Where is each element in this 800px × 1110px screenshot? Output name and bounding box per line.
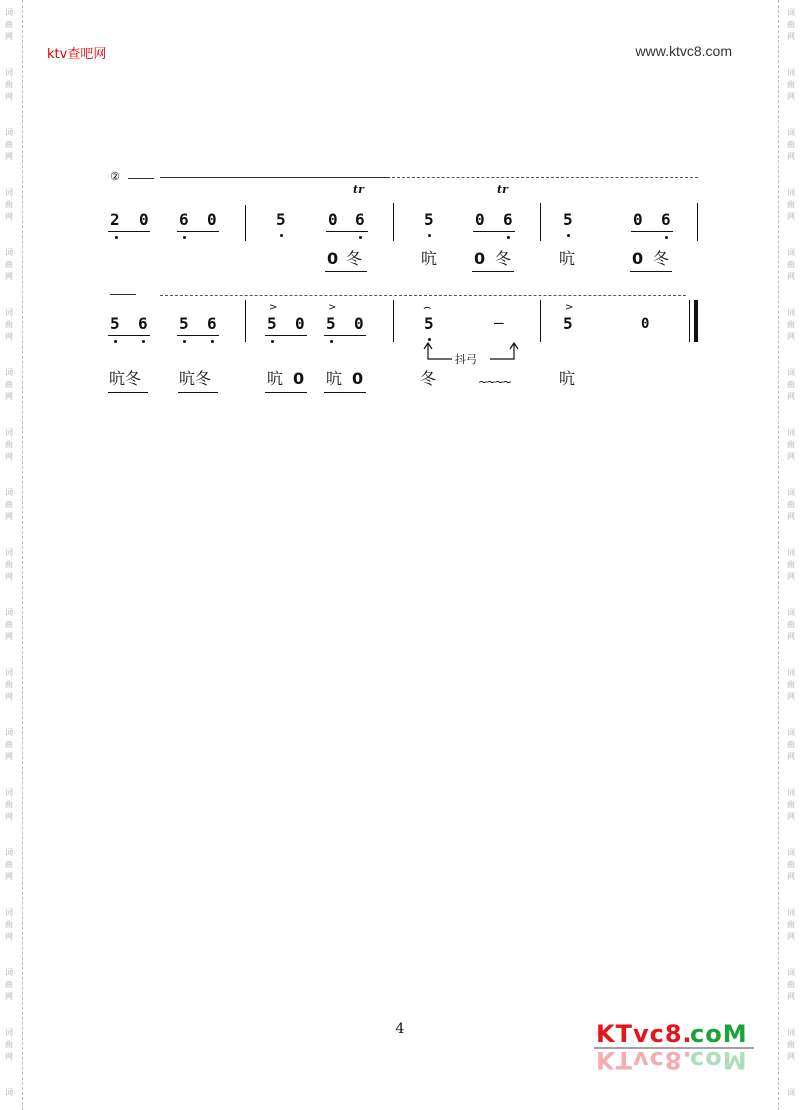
- lyric: 0: [632, 249, 644, 268]
- lyric: 冬: [420, 369, 437, 388]
- watermark-char: 词: [787, 668, 795, 677]
- watermark-char: 网: [5, 872, 13, 881]
- lyric: 吭冬: [109, 369, 142, 388]
- accent-mark: >: [328, 302, 337, 313]
- watermark-char: 曲: [5, 320, 13, 329]
- watermark-char: 网: [787, 392, 795, 401]
- lyric: 吭冬: [179, 369, 212, 388]
- note: 0: [633, 210, 643, 229]
- octave-dot: [280, 234, 283, 237]
- watermark-char: 词: [5, 668, 13, 677]
- watermark-char: 曲: [5, 560, 13, 569]
- note: 5: [563, 210, 573, 229]
- watermark-char: 网: [5, 992, 13, 1001]
- note: 6: [503, 210, 513, 229]
- trill-mark: tr: [497, 183, 508, 196]
- note: 5: [424, 210, 434, 229]
- beam-underline: [473, 231, 515, 232]
- note: 0: [475, 210, 485, 229]
- watermark-char: 词: [787, 848, 795, 857]
- watermark-char: 曲: [5, 380, 13, 389]
- barline: [697, 203, 698, 241]
- lyric-underline: [472, 271, 514, 272]
- watermark-char: 网: [5, 92, 13, 101]
- watermark-char: 词: [787, 608, 795, 617]
- watermark-char: 网: [787, 692, 795, 701]
- fermata-mark: ⌢: [423, 300, 432, 315]
- barline: [540, 300, 541, 342]
- accent-mark: >: [269, 302, 278, 313]
- watermark-char: 网: [5, 932, 13, 941]
- site-logo[interactable]: [592, 1018, 762, 1078]
- watermark-char: 曲: [787, 620, 795, 629]
- accent-mark: >: [565, 302, 574, 313]
- octave-dot: [428, 234, 431, 237]
- sustain-dash: —: [494, 313, 504, 332]
- watermark-char: 网: [787, 152, 795, 161]
- watermark-char: 曲: [787, 920, 795, 929]
- watermark-char: 网: [5, 812, 13, 821]
- barline: [245, 205, 246, 241]
- watermark-char: 词: [787, 548, 795, 557]
- watermark-char: 曲: [787, 680, 795, 689]
- barline: [245, 300, 246, 342]
- beam-underline: [108, 231, 150, 232]
- octave-dot: [359, 236, 362, 239]
- note: 0: [139, 210, 149, 229]
- trill-mark: tr: [353, 183, 364, 196]
- watermark-char: 词: [5, 188, 13, 197]
- page-number: 4: [395, 1021, 405, 1037]
- watermark-char: 曲: [5, 980, 13, 989]
- watermark-char: 网: [787, 932, 795, 941]
- note: 5: [110, 314, 120, 333]
- lyric: 吭: [267, 369, 284, 388]
- watermark-char: 词: [787, 128, 795, 137]
- watermark-char: 网: [787, 272, 795, 281]
- watermark-char: 网: [787, 632, 795, 641]
- svg-text:coM: coM: [690, 1046, 748, 1074]
- watermark-char: 网: [5, 332, 13, 341]
- note: 6: [661, 210, 671, 229]
- watermark-char: 网: [5, 572, 13, 581]
- watermark-char: 曲: [787, 80, 795, 89]
- note: 5: [267, 314, 277, 333]
- octave-dot: [142, 340, 145, 343]
- watermark-char: 词: [787, 1088, 795, 1097]
- watermark-char: 网: [5, 32, 13, 41]
- watermark-char: 词: [787, 368, 795, 377]
- note: 5: [276, 210, 286, 229]
- watermark-char: 曲: [5, 620, 13, 629]
- beam-underline: [326, 231, 368, 232]
- watermark-char: 网: [5, 632, 13, 641]
- final-barline-thick: [694, 300, 698, 342]
- final-barline-thin: [689, 300, 690, 342]
- note: 2: [110, 210, 120, 229]
- watermark-char: 词: [5, 68, 13, 77]
- watermark-char: 曲: [787, 560, 795, 569]
- note: 5: [179, 314, 189, 333]
- lyric: 吭: [326, 369, 343, 388]
- note: 0: [354, 314, 364, 333]
- note: 5: [424, 314, 434, 333]
- watermark-char: 词: [5, 908, 13, 917]
- note: 6: [355, 210, 365, 229]
- watermark-char: 网: [787, 752, 795, 761]
- site-url-header[interactable]: www.ktvc8.com: [635, 43, 732, 59]
- barline: [540, 203, 541, 241]
- watermark-char: 曲: [5, 500, 13, 509]
- barline: [393, 300, 394, 342]
- site-name-header[interactable]: ktv查吧网: [47, 47, 107, 62]
- watermark-char: 曲: [787, 500, 795, 509]
- watermark-char: 网: [787, 812, 795, 821]
- staff-line: [392, 177, 698, 178]
- watermark-char: 曲: [787, 140, 795, 149]
- watermark-char: 曲: [5, 440, 13, 449]
- note: 0: [641, 316, 650, 332]
- lyric: 0: [327, 249, 339, 268]
- watermark-char: 网: [787, 212, 795, 221]
- octave-dot: [567, 234, 570, 237]
- octave-dot: [115, 236, 118, 239]
- octave-dot: [183, 236, 186, 239]
- watermark-char: 词: [5, 848, 13, 857]
- watermark-char: 词: [5, 368, 13, 377]
- beam-underline: [108, 335, 150, 336]
- watermark-char: 网: [5, 212, 13, 221]
- watermark-char: 词: [787, 68, 795, 77]
- watermark-char: 网: [787, 512, 795, 521]
- watermark-char: 词: [787, 248, 795, 257]
- watermark-char: 词: [787, 788, 795, 797]
- watermark-char: 曲: [787, 380, 795, 389]
- lyric: 0: [293, 369, 305, 388]
- octave-dot: [114, 340, 117, 343]
- lyric: 吭: [559, 369, 576, 388]
- beam-underline: [631, 231, 673, 232]
- staff-line: [160, 177, 390, 178]
- octave-dot: [183, 340, 186, 343]
- watermark-char: 词: [5, 968, 13, 977]
- watermark-char: 网: [787, 332, 795, 341]
- watermark-char: 词: [5, 308, 13, 317]
- watermark-char: 词: [787, 308, 795, 317]
- watermark-char: 网: [787, 572, 795, 581]
- svg-text:coM: coM: [690, 1020, 748, 1048]
- watermark-char: 曲: [5, 1040, 13, 1049]
- watermark-char: 词: [5, 8, 13, 17]
- octave-dot: [271, 340, 274, 343]
- watermark-char: 网: [5, 452, 13, 461]
- watermark-char: 词: [5, 128, 13, 137]
- watermark-char: 词: [5, 248, 13, 257]
- watermark-char: 网: [787, 872, 795, 881]
- watermark-char: 词: [5, 428, 13, 437]
- watermark-char: 曲: [5, 920, 13, 929]
- watermark-char: 曲: [787, 20, 795, 29]
- barline: [393, 203, 394, 241]
- lyric: 冬: [346, 249, 363, 268]
- watermark-char: 词: [787, 1028, 795, 1037]
- note: 0: [295, 314, 305, 333]
- note: 5: [326, 314, 336, 333]
- note: 6: [138, 314, 148, 333]
- watermark-char: 曲: [787, 440, 795, 449]
- note: 5: [563, 314, 573, 333]
- watermark-char: 网: [5, 152, 13, 161]
- watermark-char: 词: [787, 188, 795, 197]
- watermark-char: 曲: [5, 140, 13, 149]
- staff-line: [110, 294, 136, 295]
- watermark-char: 词: [5, 1088, 13, 1097]
- watermark-char: 网: [787, 1052, 795, 1061]
- lyric-underline: [108, 392, 148, 393]
- lyric: 冬: [653, 249, 670, 268]
- octave-dot: [330, 340, 333, 343]
- watermark-char: 词: [787, 908, 795, 917]
- note: 6: [207, 314, 217, 333]
- section-marker: ②: [110, 170, 120, 183]
- lyric: 吭: [421, 249, 438, 268]
- note: 6: [179, 210, 189, 229]
- watermark-char: 网: [787, 992, 795, 1001]
- watermark-char: 词: [5, 608, 13, 617]
- watermark-char: 词: [787, 488, 795, 497]
- watermark-char: 词: [787, 728, 795, 737]
- lyric-underline: [324, 392, 366, 393]
- watermark-char: 词: [5, 788, 13, 797]
- lyric: 0: [474, 249, 486, 268]
- beam-underline: [177, 335, 219, 336]
- watermark-char: 曲: [5, 80, 13, 89]
- lyric: 0: [352, 369, 364, 388]
- watermark-char: 网: [5, 1052, 13, 1061]
- watermark-char: 网: [5, 272, 13, 281]
- octave-dot: [665, 236, 668, 239]
- watermark-char: 网: [5, 512, 13, 521]
- lyric-underline: [265, 392, 307, 393]
- watermark-char: 词: [5, 1028, 13, 1037]
- watermark-char: 词: [5, 728, 13, 737]
- watermark-char: 词: [787, 428, 795, 437]
- octave-dot: [211, 340, 214, 343]
- watermark-char: 词: [5, 488, 13, 497]
- watermark-char: 曲: [5, 740, 13, 749]
- lyric: 吭: [559, 249, 576, 268]
- watermark-char: 曲: [787, 740, 795, 749]
- watermark-char: 曲: [787, 200, 795, 209]
- watermark-char: 曲: [787, 260, 795, 269]
- watermark-char: 曲: [787, 980, 795, 989]
- tremolo-mark: ~~~~: [478, 375, 511, 389]
- watermark-char: 词: [787, 968, 795, 977]
- technique-label: 抖弓: [455, 353, 477, 366]
- note: 0: [207, 210, 217, 229]
- watermark-char: 曲: [5, 20, 13, 29]
- beam-underline: [177, 231, 219, 232]
- watermark-char: 网: [787, 452, 795, 461]
- watermark-char: 曲: [787, 800, 795, 809]
- watermark-char: 曲: [5, 260, 13, 269]
- watermark-char: 曲: [787, 320, 795, 329]
- watermark-char: 曲: [5, 860, 13, 869]
- watermark-char: 网: [5, 692, 13, 701]
- svg-text:KTvc8.: KTvc8.: [596, 1020, 693, 1048]
- staff-line: [128, 178, 154, 179]
- lyric-underline: [178, 392, 218, 393]
- watermark-char: 曲: [787, 1040, 795, 1049]
- beam-underline: [265, 335, 307, 336]
- watermark-char: 词: [5, 548, 13, 557]
- lyric-underline: [325, 271, 367, 272]
- watermark-char: 网: [787, 32, 795, 41]
- svg-text:KTvc8.: KTvc8.: [596, 1046, 693, 1074]
- beam-underline: [324, 335, 366, 336]
- watermark-char: 曲: [5, 680, 13, 689]
- note: 0: [328, 210, 338, 229]
- lyric-underline: [630, 271, 672, 272]
- octave-dot: [507, 236, 510, 239]
- watermark-char: 网: [5, 752, 13, 761]
- watermark-char: 网: [5, 392, 13, 401]
- watermark-char: 词: [787, 8, 795, 17]
- watermark-char: 曲: [5, 800, 13, 809]
- watermark-char: 网: [787, 92, 795, 101]
- lyric: 冬: [495, 249, 512, 268]
- staff-line: [160, 295, 686, 296]
- watermark-char: 曲: [5, 200, 13, 209]
- watermark-char: 曲: [787, 860, 795, 869]
